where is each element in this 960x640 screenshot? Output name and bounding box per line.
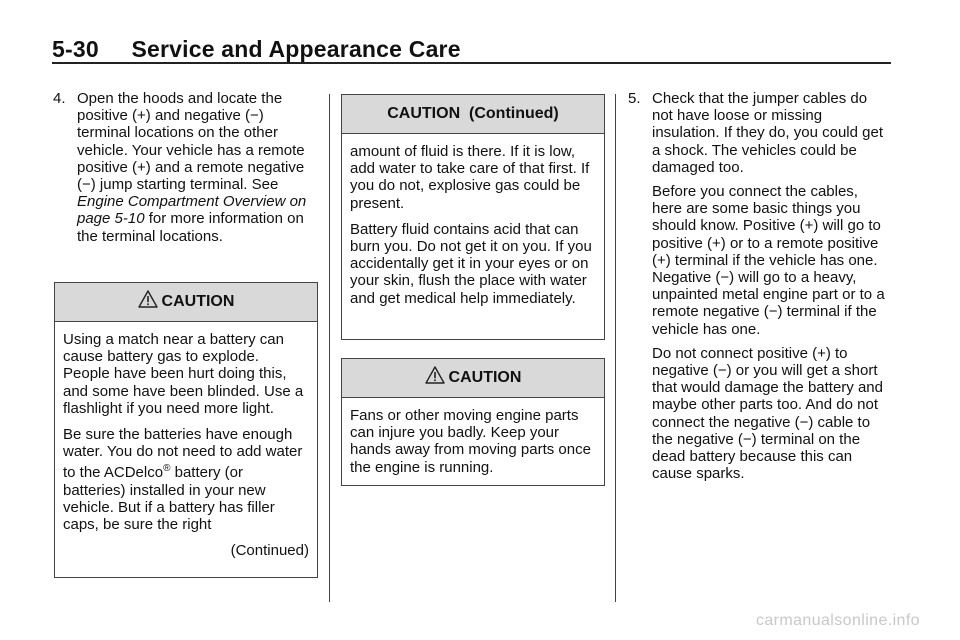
step-4-text-end: for more information on the terminal locations. [77, 210, 304, 245]
section-title: Service and Appearance Care [131, 36, 461, 62]
page-number: 5-30 [52, 36, 99, 62]
caution-continued-text-2: Battery fluid contains acid that can burn you. Do not get it on you. If you accidentally get it in your eyes or on your skin, flush the place with water and get medical help immediately. [350, 220, 592, 307]
caution-text-1: Using a match near a battery can cause battery gas to explode. People have been hurt doing this, and some have been blinded. Use a flashlight if you need more light. [63, 331, 304, 417]
warning-triangle-icon [138, 290, 158, 308]
caution-continued-box [341, 94, 605, 340]
step-5 [628, 90, 892, 489]
caution-box-moving-parts [341, 358, 605, 486]
step-5-marker: 5. [628, 90, 641, 107]
caution-text-2: Be sure the batteries have enough water. You do not need to add water to the ACDelco® battery (or batteries) installed in your new vehicle. But if a battery has filler caps, be sure the right [63, 426, 303, 534]
step-4-text: Open the hoods and locate the positive (+) and negative (−) terminal locations on the other vehicle. Your vehicle has a remote positive (+) and a remote negative (−) jump starting terminal. See [77, 90, 305, 194]
step-5-text-1: Check that the jumper cables do not have loose or missing insulation. If they do, you could get a shock. The vehicles could be damaged too. [652, 90, 883, 176]
engine-compartment-link: Engine Compartment Overview on page 5‑10 [77, 193, 307, 228]
caution-box-battery-gas [54, 282, 318, 578]
caution-header-2 [342, 359, 604, 398]
caution-header [55, 283, 317, 322]
column-divider-1 [329, 94, 330, 602]
registered-mark: ® [163, 463, 171, 475]
continued-label: (Continued) [230, 542, 309, 560]
warning-triangle-icon [425, 366, 445, 384]
caution-heading-2: CAUTION [448, 369, 522, 386]
watermark: carmanualsonline.info [755, 612, 920, 629]
step-5-text-3: Do not connect positive (+) to negative (−) or you will get a short that would damage the battery and maybe other parts too. And do not connect the negative (−) cable to the negative (−) terminal on the dead battery because this can cause sparks. [652, 344, 883, 483]
page-header [52, 36, 461, 63]
step-5-text-2: Before you connect the cables, here are some basic things you should know. Positive (+) will go to positive (+) or to a remote positive (+) terminal if the vehicle has one. Negative (−) will go to a heavy, unpainted metal engine part or to a remote negative (−) terminal if the vehicle has one. [652, 183, 885, 338]
column-divider-2 [615, 94, 616, 602]
header-rule [52, 62, 891, 64]
caution-continued-header: CAUTION (Continued) [342, 95, 604, 134]
caution-continued-text-1: amount of fluid is there. If it is low, add water to take care of that first. If you do not, explosive gas could be present. [350, 143, 590, 212]
caution-2-text: Fans or other moving engine parts can injure you badly. Keep your hands away from moving parts once the engine is running. [350, 407, 591, 476]
step-4-marker: 4. [53, 90, 66, 107]
caution-heading: CAUTION [161, 293, 235, 310]
step-4 [53, 90, 315, 245]
